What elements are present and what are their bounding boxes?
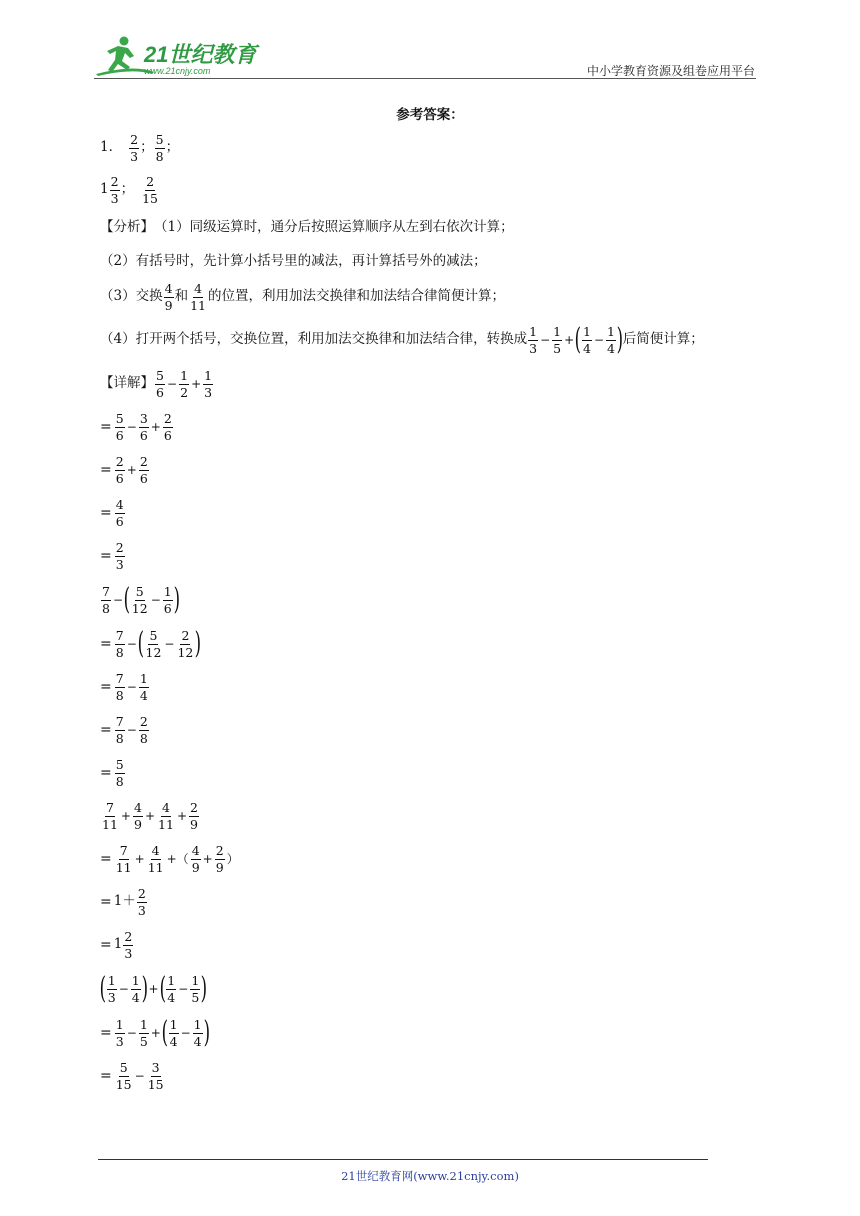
step-line: $\frac{7}{8}$ − ( $\frac{5}{12}$ − $\frac{1}{6}$ ) [102,582,180,617]
step-line: = $\frac{7}{8}$ − $\frac{2}{8}$ [100,714,148,746]
fraction: $\frac{2}{3}$ [130,132,139,164]
footer-divider [98,1159,708,1160]
answer-content [100,128,780,1094]
step-line: ( $\frac{1}{3}$ − $\frac{1}{4}$ ) + ( $\frac{1}{4}$ − $\frac{1}{5}$ ) [99,971,208,1006]
answer-line-2: 1 $\frac{2}{3}$ ； $\frac{2}{15}$ [100,174,158,206]
step-line: = $\frac{2}{6}$ + $\frac{2}{6}$ [100,454,148,486]
step-line: = 1＋ $\frac{2}{3}$ [100,886,146,918]
analysis-line-3: （3）交换 $\frac{4}{9}$ 和 $\frac{4}{11}$ 的位置，利用加法交换律和加法结合律简便计算； [100,281,505,313]
fraction: $\frac{2}{3}$ [110,174,119,206]
step-line: = $\frac{2}{3}$ [100,540,124,572]
page-title: 参考答案： [396,107,464,123]
step-line: = $\frac{4}{6}$ [100,497,124,529]
svg-text:www.21cnjy.com: www.21cnjy.com [144,66,211,76]
analysis-line-1: 【分析】 （1）同级运算时，通分后按照运算顺序从左到右依次计算； [100,219,514,236]
step-line: = $\frac{7}{11}$ + $\frac{4}{11}$ +（ $\frac{4}{9}$ + $\frac{2}{9}$ ） [100,843,239,875]
analysis-line-4: （4）打开两个括号，交换位置，利用加法交换律和加法结合律，转换成 $\frac{1}{3}$ − $\frac{1}{5}$ + ( $\frac{1}{4}$ − $\frac{1}{4}$ ) 后简便计算； [100,322,704,357]
fraction: $\frac{4}{9}$ [164,281,173,313]
step-line: = $\frac{5}{6}$ − $\frac{3}{6}$ + $\frac{2}{6}$ [100,411,172,443]
step-line: $\frac{7}{11}$ + $\frac{4}{9}$ + $\frac{4}{11}$ + $\frac{2}{9}$ [102,800,198,832]
footer-link[interactable]: 21世纪教育网(www.21cnjy.com) [341,1169,519,1183]
answer-line-1: 1． $\frac{2}{3}$ ； $\frac{5}{8}$ ； [100,132,180,164]
step-line: = $\frac{5}{15}$ − $\frac{3}{15}$ [100,1060,164,1092]
detail-line: 【详解】 $\frac{5}{6}$ − $\frac{1}{2}$ + $\frac{1}{3}$ [100,368,213,400]
step-line: = $\frac{1}{3}$ − $\frac{1}{5}$ + ( $\frac{1}{4}$ − $\frac{1}{4}$ ) [100,1015,210,1050]
step-line: = $\frac{7}{8}$ − ( $\frac{5}{12}$ − $\frac{2}{12}$ ) [100,626,202,661]
header-divider [94,78,756,79]
step-line: = $\frac{5}{8}$ [100,757,124,789]
fraction: $\frac{4}{11}$ [190,281,206,313]
fraction: $\frac{5}{8}$ [155,132,164,164]
svg-text:21世纪教育: 21世纪教育 [144,42,257,67]
fraction: $\frac{2}{15}$ [142,174,158,206]
step-line: = $\frac{7}{8}$ − $\frac{1}{4}$ [100,671,148,703]
header-platform-text: 中小学教育资源及组卷应用平台 [586,64,755,78]
step-line: = 1 $\frac{2}{3}$ [100,929,133,961]
analysis-line-2: （2）有括号时，先计算小括号里的减法，再计算括号外的减法； [100,253,487,270]
site-logo [94,34,264,78]
